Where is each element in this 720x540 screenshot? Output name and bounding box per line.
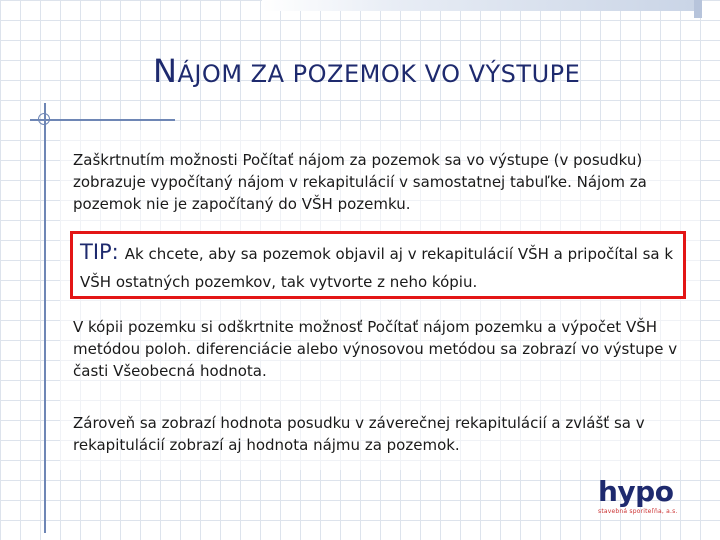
paragraph-intro: Zaškrtnutím možnosti Počítať nájom za pozemok sa vo výstupe (v posudku) zobrazuje vypočítaný nájom v rekapitulácií v samostatnej tabuľke. Nájom za pozemok nie je započítaný do VŠH pozemku. xyxy=(73,151,647,213)
decor-horizontal-line xyxy=(30,119,175,121)
paragraph-copy-instructions: V kópii pozemku si odškrtnite možnosť Počítať nájom pozemku a výpočet VŠH metódou poloh. diferenciácie alebo výnosovou metódou sa zobrazí vo výstupe v časti Všeobecná hodnota. xyxy=(73,318,678,380)
tip-content xyxy=(80,238,678,296)
slide-title xyxy=(153,52,580,90)
top-decor-bar-end xyxy=(694,0,702,18)
logo-wordmark: hypo xyxy=(598,475,674,508)
paragraph-summary: Zároveň sa zobrazí hodnota posudku v záverečnej rekapitulácií a zvlášť sa v rekapitulácií zobrazí aj hodnota nájmu za pozemok. xyxy=(73,414,645,454)
title-initial: N xyxy=(153,52,178,90)
tip-box xyxy=(70,231,686,299)
decor-circle xyxy=(38,113,50,125)
decor-vertical-line xyxy=(44,103,46,533)
logo-tagline: stavebná sporiteľňa, a.s. xyxy=(598,508,678,515)
title-rest: ÁJOM ZA POZEMOK VO VÝSTUPE xyxy=(177,60,581,88)
tip-label: TIP: xyxy=(80,240,119,264)
tip-text: Ak chcete, aby sa pozemok objavil aj v rekapitulácií VŠH a pripočítal sa k VŠH ostatných pozemkov, tak vytvorte z neho kópiu. xyxy=(80,245,674,291)
top-decor-bar xyxy=(262,0,702,11)
company-logo xyxy=(598,475,698,515)
